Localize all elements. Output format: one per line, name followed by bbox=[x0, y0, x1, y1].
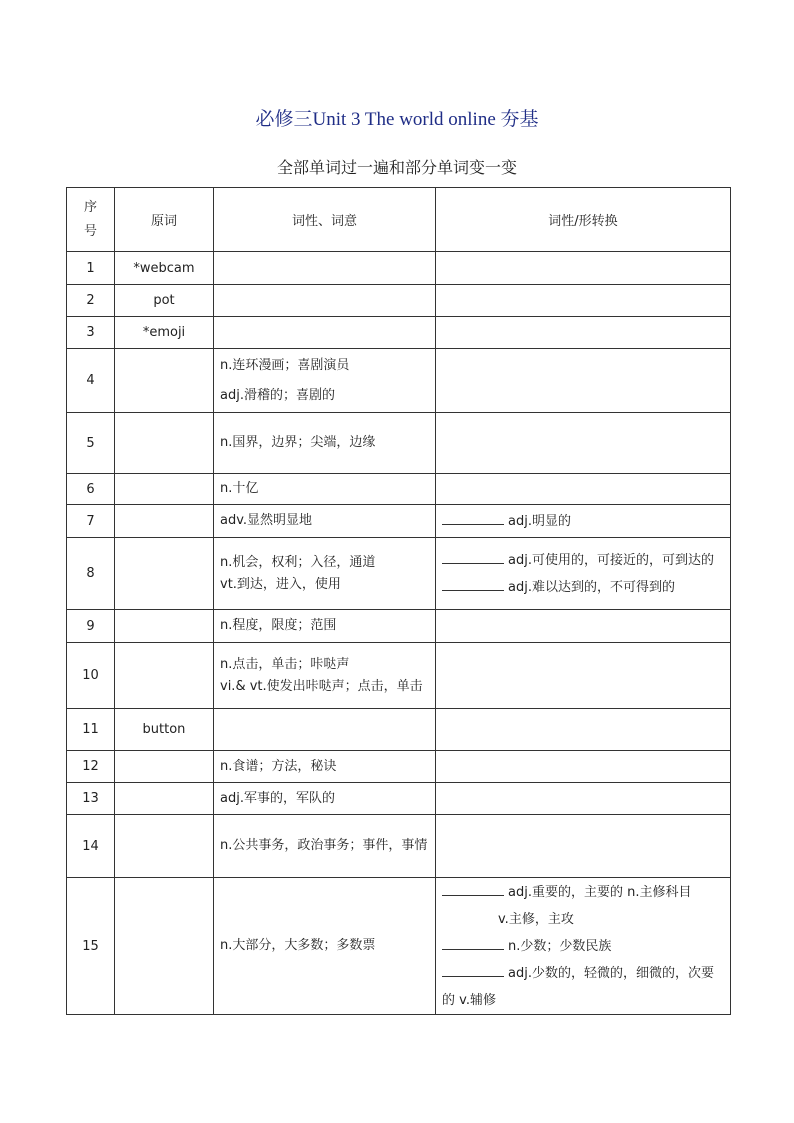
meaning-cell bbox=[214, 349, 436, 413]
derivation-cell bbox=[436, 413, 731, 474]
derivation-cell bbox=[436, 474, 731, 505]
meaning-line: n.程度，限度；范围 bbox=[220, 618, 337, 633]
answer-blank[interactable] bbox=[442, 511, 504, 525]
vocabulary-table bbox=[66, 187, 731, 1015]
table-row bbox=[67, 538, 731, 610]
meaning-cell bbox=[214, 505, 436, 538]
derivation-text: adj.少数的，轻微的，细微的，次要的 v.辅修 bbox=[442, 965, 714, 1008]
derivation-line bbox=[442, 933, 724, 960]
answer-blank[interactable] bbox=[442, 963, 504, 977]
table-row bbox=[67, 413, 731, 474]
word-cell bbox=[115, 751, 214, 783]
word-cell bbox=[115, 815, 214, 878]
derivation-cell bbox=[436, 252, 731, 285]
derivation-cell bbox=[436, 285, 731, 317]
table-row bbox=[67, 878, 731, 1015]
derivation-cell bbox=[436, 709, 731, 751]
word-cell bbox=[115, 643, 214, 709]
table-row bbox=[67, 610, 731, 643]
meaning-line: adj.军事的，军队的 bbox=[220, 790, 335, 806]
row-number: 11 bbox=[67, 709, 115, 751]
row-number: 15 bbox=[67, 878, 115, 1015]
derivation-cell bbox=[436, 815, 731, 878]
row-number: 10 bbox=[67, 643, 115, 709]
derivation-text: n.少数；少数民族 bbox=[508, 938, 612, 954]
meaning-cell bbox=[214, 783, 436, 815]
word-cell bbox=[115, 349, 214, 413]
row-number: 6 bbox=[67, 474, 115, 505]
meaning-cell bbox=[214, 252, 436, 285]
word-cell: button bbox=[115, 709, 214, 751]
table-row bbox=[67, 285, 731, 317]
header-word: 原词 bbox=[115, 188, 214, 252]
meaning-cell bbox=[214, 474, 436, 505]
meaning-line: vi.& vt.使发出咔哒声；点击，单击 bbox=[220, 678, 423, 694]
header-number bbox=[67, 188, 115, 252]
page-title: 必修三Unit 3 The world online 夯基 bbox=[255, 109, 539, 130]
table-row bbox=[67, 474, 731, 505]
meaning-cell bbox=[214, 610, 436, 643]
word-cell bbox=[115, 783, 214, 815]
word-cell bbox=[115, 505, 214, 538]
table-header-row bbox=[67, 188, 731, 252]
word-cell: pot bbox=[115, 285, 214, 317]
derivation-cell bbox=[436, 505, 731, 538]
row-number: 8 bbox=[67, 538, 115, 610]
word-cell bbox=[115, 878, 214, 1015]
derivation-line bbox=[442, 574, 724, 601]
word-cell bbox=[115, 538, 214, 610]
table-row bbox=[67, 505, 731, 538]
meaning-line: n.公共事务，政治事务；事件，事情 bbox=[220, 838, 428, 853]
table-row bbox=[67, 317, 731, 349]
meaning-line: n.十亿 bbox=[220, 481, 259, 496]
meaning-line: adv.显然明显地 bbox=[220, 513, 313, 528]
header-meaning: 词性、词意 bbox=[214, 188, 436, 252]
meaning-cell bbox=[214, 878, 436, 1015]
meaning-line: vt.到达，进入，使用 bbox=[220, 576, 341, 592]
meaning-cell bbox=[214, 751, 436, 783]
word-cell: *emoji bbox=[115, 317, 214, 349]
word-cell bbox=[115, 413, 214, 474]
header-number-label: 序号 bbox=[83, 199, 97, 239]
derivation-cell bbox=[436, 317, 731, 349]
meaning-cell bbox=[214, 317, 436, 349]
row-number: 12 bbox=[67, 751, 115, 783]
derivation-text: adj.难以达到的，不可得到的 bbox=[508, 579, 675, 595]
header-derivation: 词性/形转换 bbox=[436, 188, 731, 252]
table-row bbox=[67, 783, 731, 815]
answer-blank[interactable] bbox=[442, 550, 504, 564]
meaning-line: adj.滑稽的；喜剧的 bbox=[220, 387, 335, 403]
derivation-cell bbox=[436, 878, 731, 1015]
word-cell bbox=[115, 610, 214, 643]
derivation-line bbox=[442, 960, 724, 1014]
derivation-cell bbox=[436, 349, 731, 413]
table-row bbox=[67, 252, 731, 285]
row-number: 4 bbox=[67, 349, 115, 413]
table-row bbox=[67, 751, 731, 783]
meaning-cell bbox=[214, 643, 436, 709]
page-subtitle: 全部单词过一遍和部分单词变一变 bbox=[276, 158, 517, 177]
meaning-cell bbox=[214, 815, 436, 878]
row-number: 13 bbox=[67, 783, 115, 815]
derivation-line bbox=[442, 906, 724, 933]
answer-blank[interactable] bbox=[442, 882, 504, 896]
row-number: 14 bbox=[67, 815, 115, 878]
row-number: 2 bbox=[67, 285, 115, 317]
table-row bbox=[67, 815, 731, 878]
derivation-cell bbox=[436, 610, 731, 643]
derivation-text: adj.重要的，主要的 n.主修科目 bbox=[508, 884, 692, 900]
meaning-cell bbox=[214, 285, 436, 317]
meaning-line: n.食谱；方法，秘诀 bbox=[220, 758, 337, 774]
word-cell bbox=[115, 474, 214, 505]
answer-blank[interactable] bbox=[442, 936, 504, 950]
meaning-cell bbox=[214, 538, 436, 610]
answer-blank[interactable] bbox=[442, 577, 504, 591]
derivation-text: v.主修，主攻 bbox=[498, 911, 574, 927]
derivation-line bbox=[442, 547, 724, 574]
meaning-line: n.连环漫画；喜剧演员 bbox=[220, 357, 350, 373]
derivation-text: adj.可使用的，可接近的，可到达的 bbox=[508, 552, 714, 568]
meaning-line: n.机会，权利；入径，通道 bbox=[220, 554, 376, 570]
table-row bbox=[67, 643, 731, 709]
row-number: 1 bbox=[67, 252, 115, 285]
word-cell: *webcam bbox=[115, 252, 214, 285]
derivation-cell bbox=[436, 783, 731, 815]
row-number: 9 bbox=[67, 610, 115, 643]
meaning-line: n.国界，边界；尖端，边缘 bbox=[220, 435, 376, 450]
derivation-line bbox=[442, 508, 724, 535]
meaning-line: n.点击，单击；咔哒声 bbox=[220, 656, 350, 672]
row-number: 7 bbox=[67, 505, 115, 538]
meaning-cell bbox=[214, 709, 436, 751]
row-number: 3 bbox=[67, 317, 115, 349]
meaning-cell bbox=[214, 413, 436, 474]
row-number: 5 bbox=[67, 413, 115, 474]
derivation-text: adj.明显的 bbox=[508, 513, 571, 529]
derivation-cell bbox=[436, 751, 731, 783]
derivation-cell bbox=[436, 538, 731, 610]
derivation-cell bbox=[436, 643, 731, 709]
table-row bbox=[67, 349, 731, 413]
table-row bbox=[67, 709, 731, 751]
meaning-line: n.大部分，大多数；多数票 bbox=[220, 938, 376, 953]
derivation-line bbox=[442, 879, 724, 906]
